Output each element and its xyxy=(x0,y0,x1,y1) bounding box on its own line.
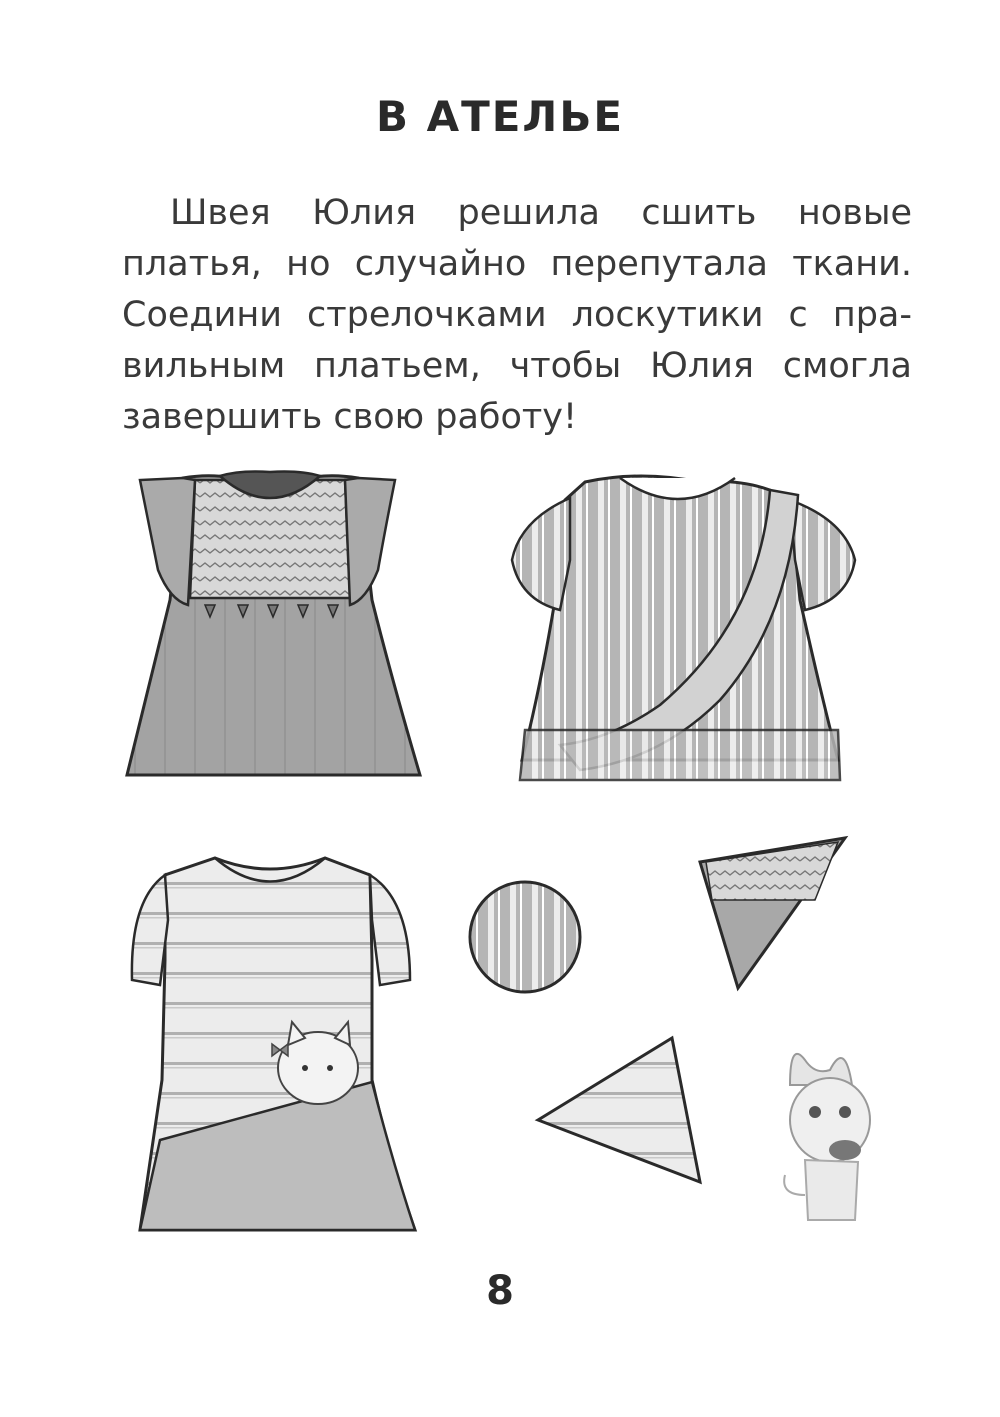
dress-smocked-flutter-sleeve xyxy=(127,472,420,776)
patch-circle-vertical-stripes[interactable] xyxy=(470,882,580,992)
puppy-icon xyxy=(784,1054,870,1220)
instruction-line: платья, но случайно перепутала ткани. xyxy=(122,244,912,284)
dress-striped-kitten xyxy=(132,858,415,1230)
instruction-line: завершить свою работу! xyxy=(122,397,578,437)
instruction-line: Соедини стрелочками лоскутики с пра- xyxy=(122,295,912,335)
patch-horizontal-stripes-triangle[interactable] xyxy=(538,1038,700,1182)
page-number: 8 xyxy=(486,1268,514,1314)
instruction-line: Швея Юлия решила сшить новые xyxy=(170,193,912,233)
dress-striped-ruffle xyxy=(512,476,855,780)
patch-smocked-quadrilateral[interactable] xyxy=(700,838,845,988)
instruction-line: вильным платьем, чтобы Юлия смогла xyxy=(122,346,912,386)
page-title: В АТЕЛЬЕ xyxy=(375,92,625,141)
